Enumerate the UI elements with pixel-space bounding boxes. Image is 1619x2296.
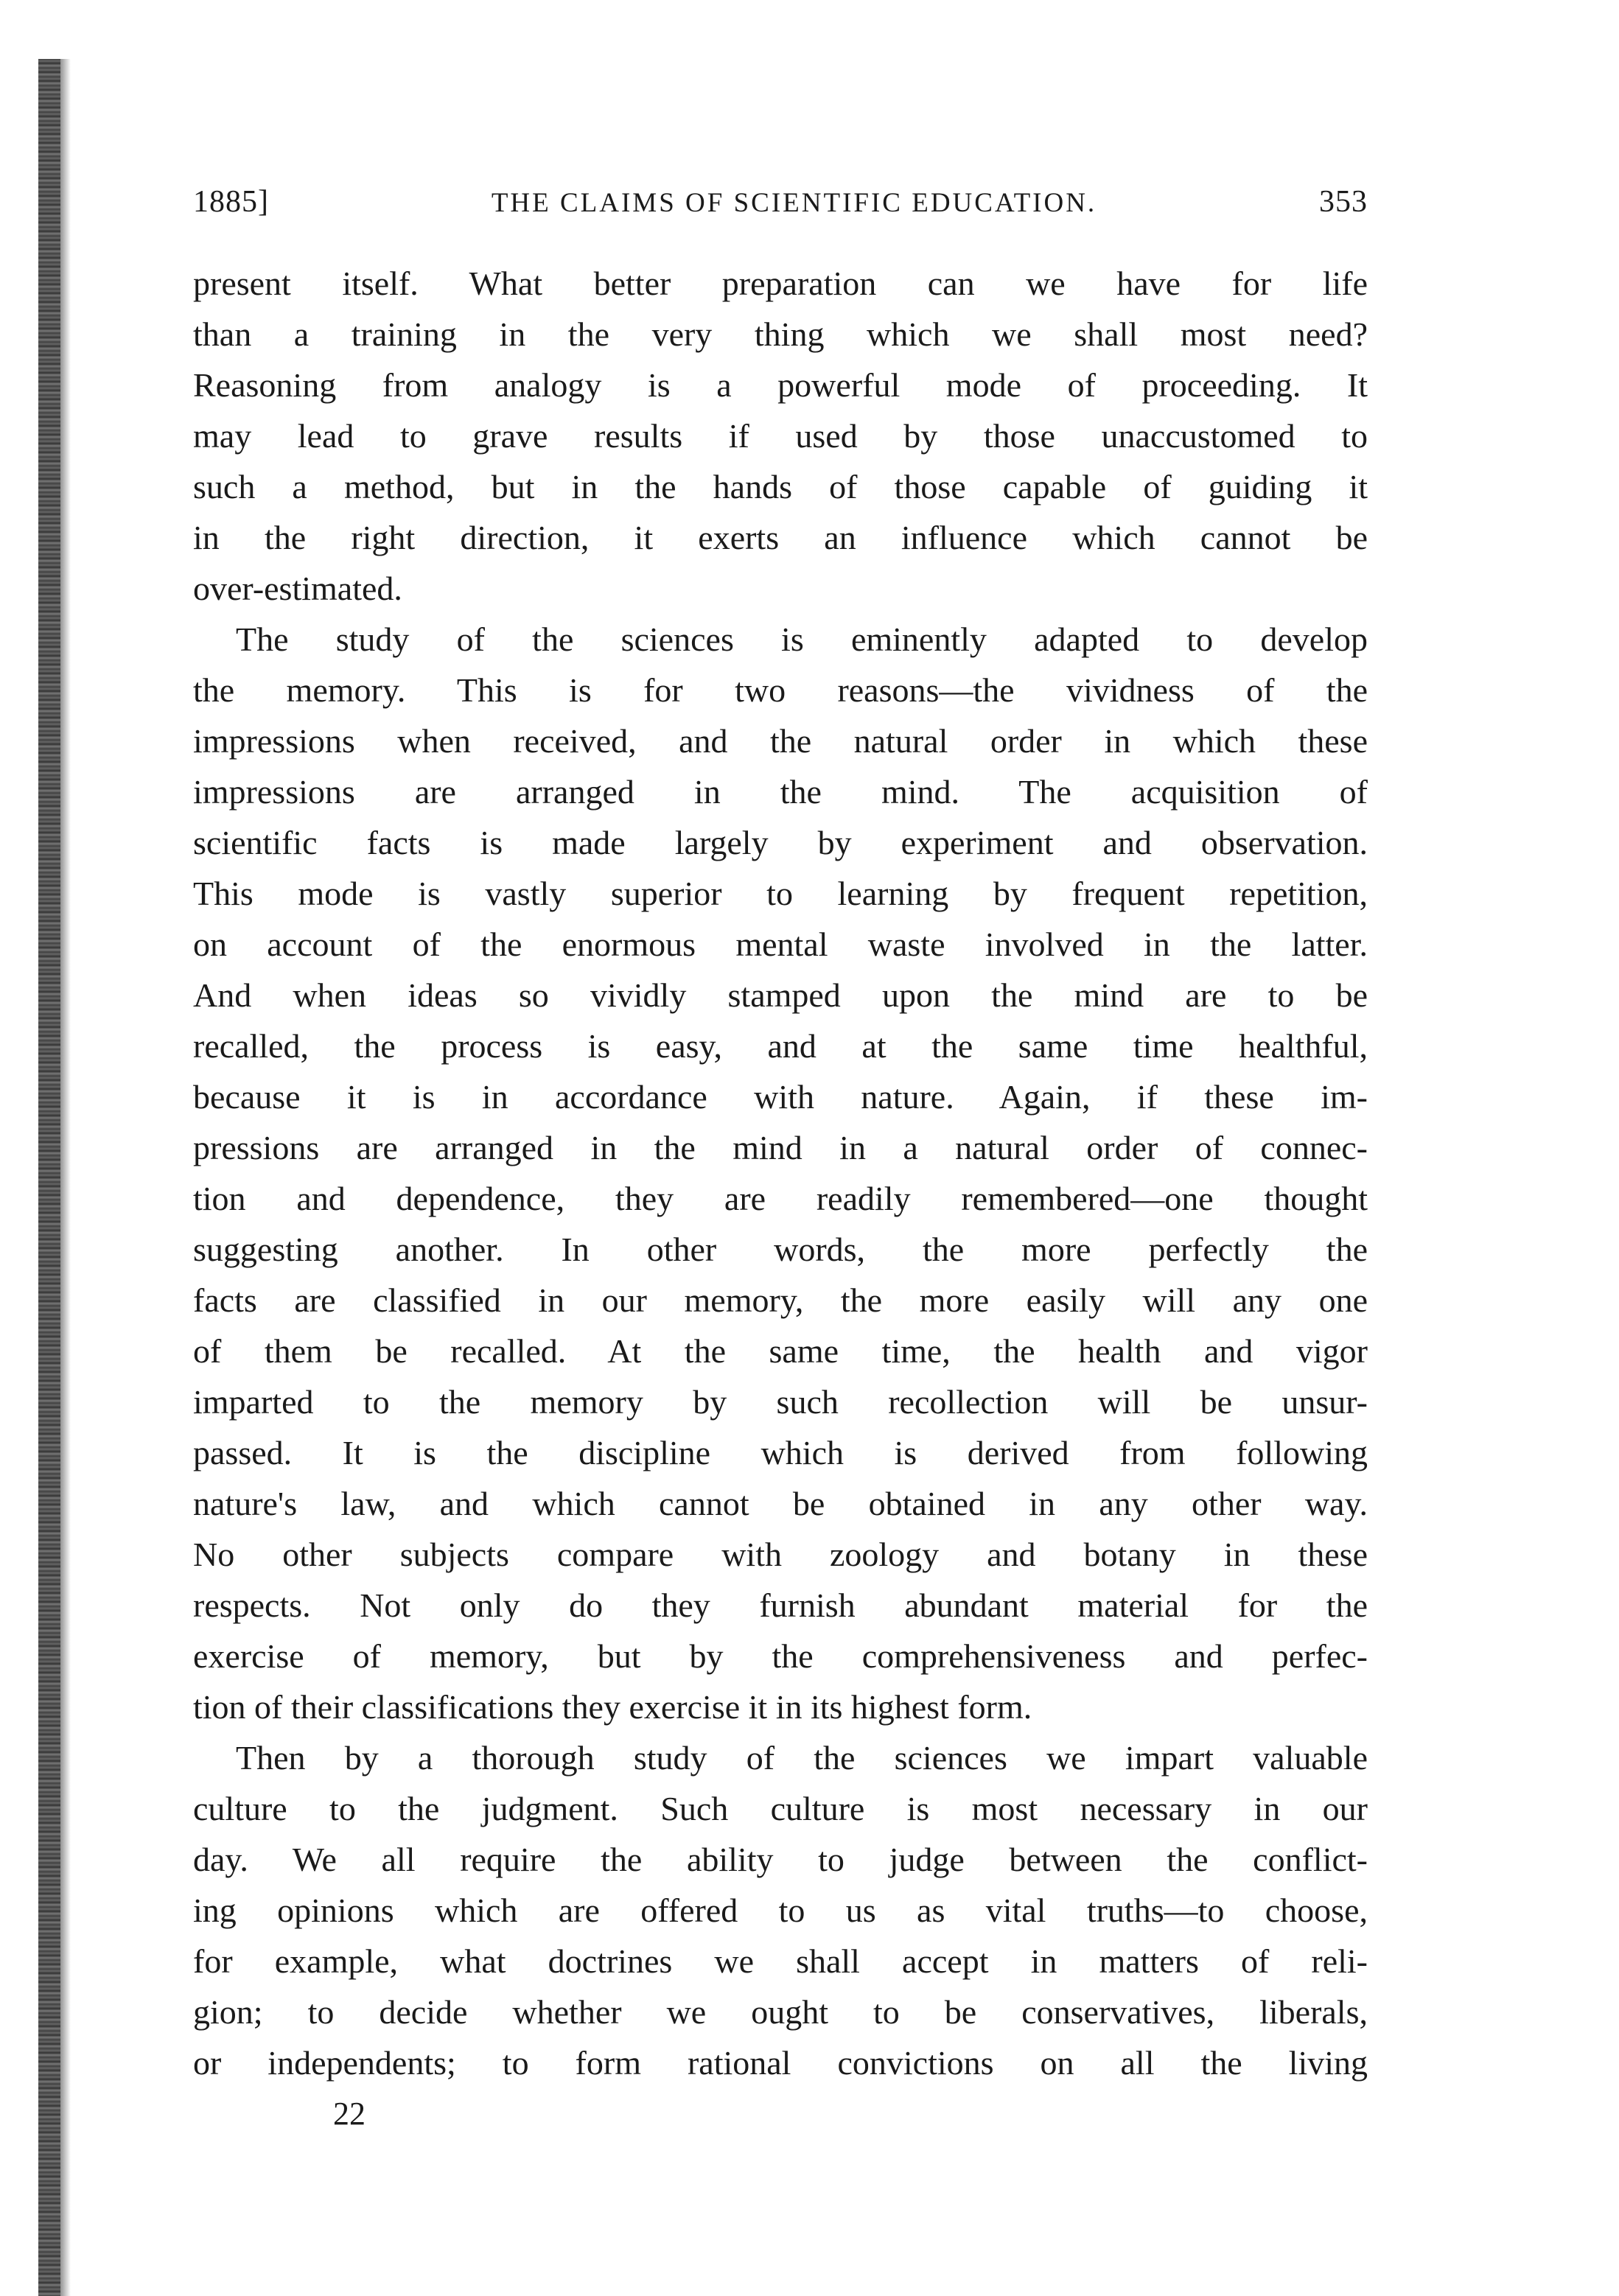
text-line: present itself. What better preparation can we have for life xyxy=(193,265,1368,302)
page-content xyxy=(193,184,1368,2139)
text-line: passed. It is the discipline which is derived from following xyxy=(193,1434,1368,1471)
paragraph-1 xyxy=(193,258,1368,614)
text-line: impressions when received, and the natural order in which these xyxy=(193,722,1368,760)
text-line: tion and dependence, they are readily remembered—one thought xyxy=(193,1180,1368,1217)
text-line: recalled, the process is easy, and at the same time healthful, xyxy=(193,1027,1368,1065)
text-line: or independents; to form rational convictions on all the living xyxy=(193,2044,1368,2082)
text-line: of them be recalled. At the same time, the health and vigor xyxy=(193,1332,1368,1370)
text-line: scientific facts is made largely by experiment and observation. xyxy=(193,824,1368,861)
running-head xyxy=(193,184,1368,220)
text-line: impressions are arranged in the mind. The acquisition of xyxy=(193,773,1368,811)
paragraph-3 xyxy=(193,1732,1368,2088)
text-line: Reasoning from analogy is a powerful mode of proceeding. It xyxy=(193,366,1368,404)
text-line: Then by a thorough study of the sciences we impart valuable xyxy=(236,1739,1368,1777)
header-title: THE CLAIMS OF SCIENTIFIC EDUCATION. xyxy=(491,188,1097,218)
text-line: in the right direction, it exerts an influence which cannot be xyxy=(193,519,1368,556)
header-year: 1885] xyxy=(193,185,269,219)
text-line: ing opinions which are offered to us as vital truths—to choose, xyxy=(193,1891,1368,1929)
text-line: because it is in accordance with nature. Again, if these im- xyxy=(193,1078,1368,1116)
text-line: day. We all require the ability to judge between the conflict- xyxy=(193,1841,1368,1878)
text-line: suggesting another. In other words, the more perfectly the xyxy=(193,1231,1368,1268)
signature-mark: 22 xyxy=(333,2096,366,2132)
text-line: the memory. This is for two reasons—the vividness of the xyxy=(193,671,1368,709)
text-line: The study of the sciences is eminently adapted to develop xyxy=(236,620,1368,658)
text-line: facts are classified in our memory, the more easily will any one xyxy=(193,1281,1368,1319)
text-line: than a training in the very thing which we shall most need? xyxy=(193,315,1368,353)
text-line: imparted to the memory by such recollection will be unsur- xyxy=(193,1383,1368,1421)
text-line: gion; to decide whether we ought to be conservatives, liberals, xyxy=(193,1993,1368,2031)
text-line: exercise of memory, but by the comprehensiveness and perfec- xyxy=(193,1637,1368,1675)
header-page-number: 353 xyxy=(1319,185,1368,219)
text-line: respects. Not only do they furnish abundant material for the xyxy=(193,1586,1368,1624)
text-line: nature's law, and which cannot be obtained in any other way. xyxy=(193,1485,1368,1522)
text-line: pressions are arranged in the mind in a natural order of connec- xyxy=(193,1129,1368,1166)
text-line: This mode is vastly superior to learning by frequent repetition, xyxy=(193,875,1368,912)
text-line: such a method, but in the hands of those capable of guiding it xyxy=(193,468,1368,505)
binding-edge xyxy=(38,59,60,2296)
text-line: tion of their classifications they exercise it in its highest form. xyxy=(193,1688,1032,1726)
text-line: over-estimated. xyxy=(193,570,402,607)
text-line: may lead to grave results if used by those unaccustomed to xyxy=(193,417,1368,455)
text-line: for example, what doctrines we shall accept in matters of reli- xyxy=(193,1942,1368,1980)
text-line: And when ideas so vividly stamped upon the mind are to be xyxy=(193,976,1368,1014)
text-line: culture to the judgment. Such culture is most necessary in our xyxy=(193,1790,1368,1827)
text-line: No other subjects compare with zoology and botany in these xyxy=(193,1536,1368,1573)
paragraph-2 xyxy=(193,614,1368,1732)
binding-shadow xyxy=(60,59,71,2296)
text-line: on account of the enormous mental waste involved in the latter. xyxy=(193,925,1368,963)
